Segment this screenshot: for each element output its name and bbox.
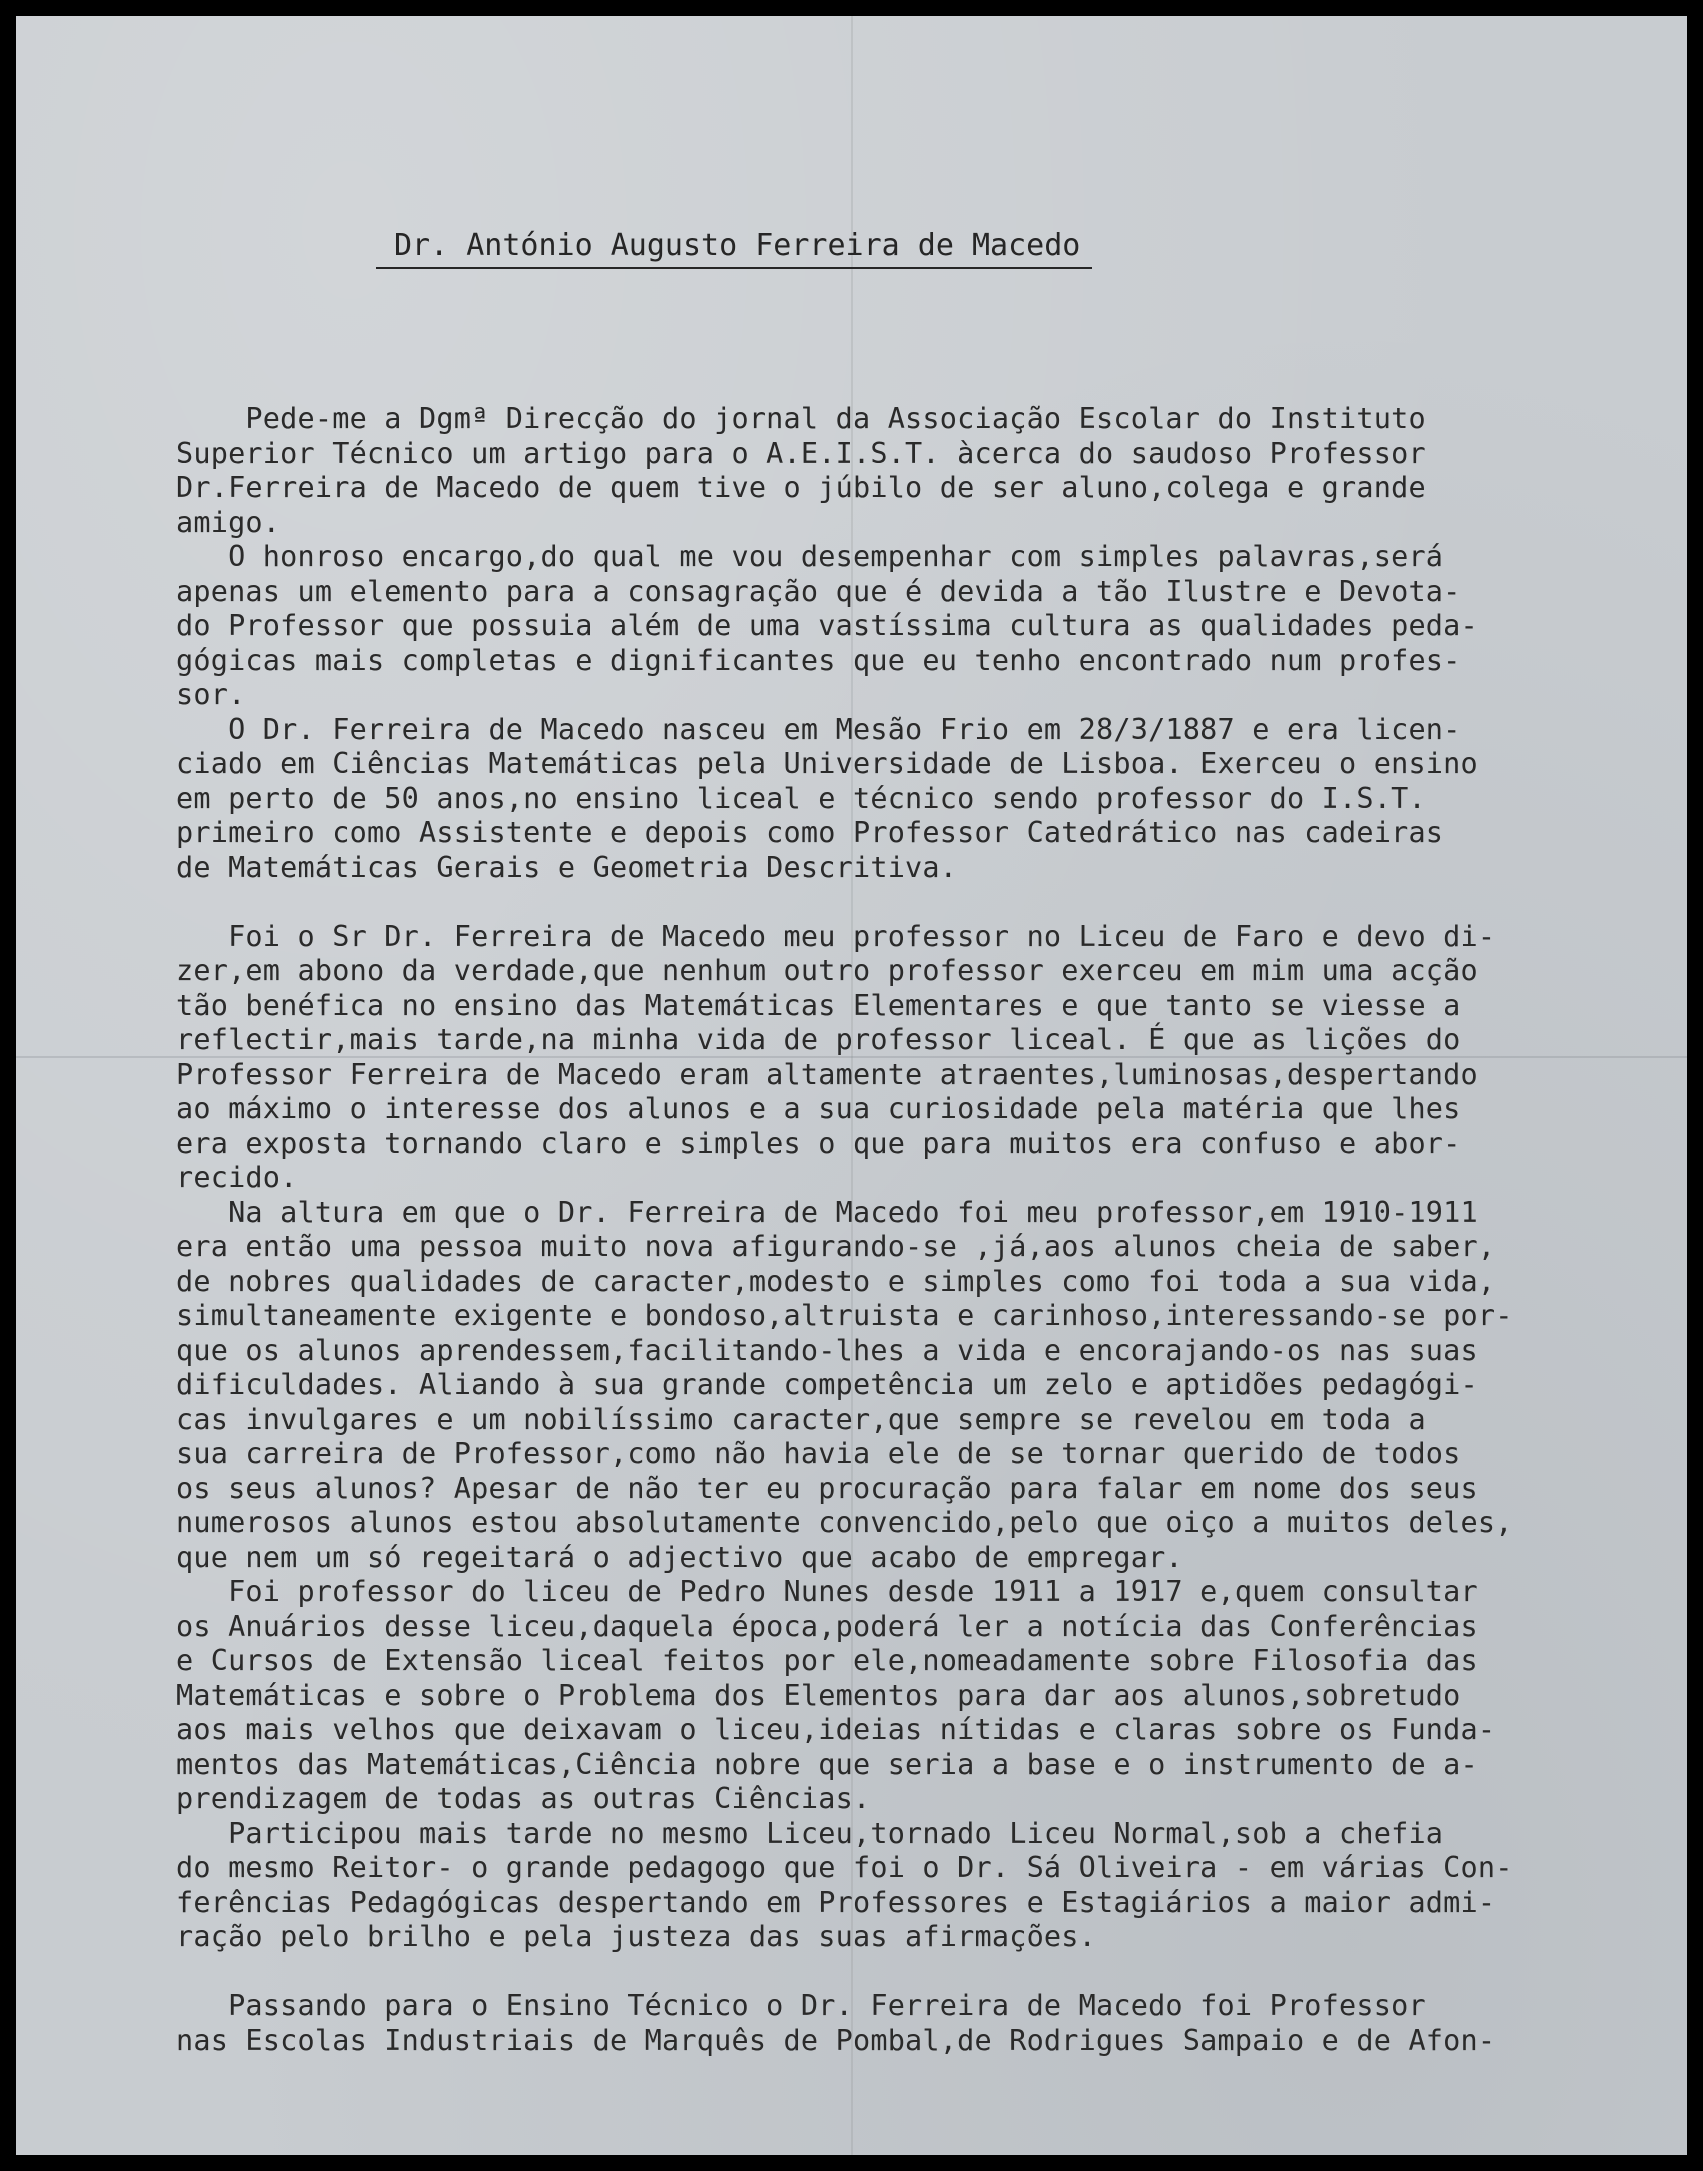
text-line: cas invulgares e um nobilíssimo caracter,que sempre se revelou em toda a [176, 1402, 1426, 1436]
letter-body [176, 402, 1687, 2058]
text-line: os Anuários desse liceu,daquela época,poderá ler a notícia das Conferências [176, 1609, 1478, 1643]
text-line: tão benéfica no ensino das Matemáticas Elementares e que tanto se viesse a [176, 988, 1461, 1022]
text-line: mentos das Matemáticas,Ciência nobre que seria a base e o instrumento de a- [176, 1747, 1478, 1781]
text-line: do mesmo Reitor- o grande pedagogo que foi o Dr. Sá Oliveira - em várias Con- [176, 1851, 1513, 1884]
text-line: Passando para o Ensino Técnico o Dr. Ferreira de Macedo foi Professor [176, 1989, 1426, 2022]
text-line: era exposta tornando claro e simples o que para muitos era confuso e abor- [176, 1126, 1461, 1160]
text-line: apenas um elemento para a consagração que é devida a tão Ilustre e Devota- [176, 574, 1461, 608]
text-line: amigo. [176, 505, 281, 539]
text-line: Superior Técnico um artigo para o A.E.I.S.T. àcerca do saudoso Professor [176, 436, 1426, 470]
text-line: era então uma pessoa muito nova afigurando-se ,já,aos alunos cheia de saber, [176, 1230, 1496, 1263]
text-line: do Professor que possuia além de uma vastíssima cultura as qualidades peda- [176, 609, 1478, 642]
text-line: Foi o Sr Dr. Ferreira de Macedo meu professor no Liceu de Faro e devo di- [176, 919, 1496, 953]
text-line: ração pelo brilho e pela justeza das suas afirmações. [176, 1920, 1096, 1953]
text-line: prendizagem de todas as outras Ciências. [176, 1782, 871, 1815]
text-line: zer,em abono da verdade,que nenhum outro professor exerceu em mim uma acção [176, 954, 1478, 987]
text-line: ferências Pedagógicas despertando em Professores e Estagiários a maior admi- [176, 1885, 1496, 1919]
text-line: Na altura em que o Dr. Ferreira de Macedo foi meu professor,em 1910-1911 [176, 1195, 1478, 1229]
paragraph-gap [176, 885, 1687, 920]
text-line: Matemáticas e sobre o Problema dos Elementos para dar aos alunos,sobretudo [176, 1678, 1461, 1712]
text-line: nas Escolas Industriais de Marquês de Pombal,de Rodrigues Sampaio e de Afon- [176, 2023, 1496, 2057]
page-title: Dr. António Augusto Ferreira de Macedo [376, 228, 1092, 269]
text-line: sua carreira de Professor,como não havia ele de se tornar querido de todos [176, 1437, 1461, 1470]
text-line: que os alunos aprendessem,facilitando-lhes a vida e encorajando-os nas suas [176, 1333, 1478, 1367]
text-line: numerosos alunos estou absolutamente convencido,pelo que oiço a muitos deles, [176, 1506, 1513, 1539]
text-line: de Matemáticas Gerais e Geometria Descritiva. [176, 850, 958, 884]
text-line: aos mais velhos que deixavam o liceu,ideias nítidas e claras sobre os Funda- [176, 1713, 1496, 1746]
text-line: que nem um só regeitará o adjectivo que acabo de empregar. [176, 1540, 1183, 1574]
text-line: de nobres qualidades de caracter,modesto e simples como foi toda a sua vida, [176, 1264, 1496, 1298]
text-line: ao máximo o interesse dos alunos e a sua curiosidade pela matéria que lhes [176, 1092, 1461, 1125]
text-line: sor. [176, 678, 246, 711]
text-line: gógicas mais completas e dignificantes que eu tenho encontrado num profes- [176, 643, 1461, 677]
text-line: ciado em Ciências Matemáticas pela Universidade de Lisboa. Exerceu o ensino [176, 747, 1478, 780]
text-line: os seus alunos? Apesar de não ter eu procuração para falar em nome dos seus [176, 1471, 1478, 1505]
text-line: Foi professor do liceu de Pedro Nunes desde 1911 a 1917 e,quem consultar [176, 1575, 1478, 1608]
text-line: em perto de 50 anos,no ensino liceal e técnico sendo professor do I.S.T. [176, 781, 1426, 815]
text-line: Dr.Ferreira de Macedo de quem tive o júbilo de ser aluno,colega e grande [176, 471, 1426, 504]
text-line: reflectir,mais tarde,na minha vida de professor liceal. É que as lições do [176, 1023, 1461, 1056]
text-line: simultaneamente exigente e bondoso,altruista e carinhoso,interessando-se por- [176, 1299, 1513, 1332]
text-line: recido. [176, 1161, 298, 1194]
text-line: Professor Ferreira de Macedo eram altamente atraentes,luminosas,despertando [176, 1057, 1478, 1091]
text-line: dificuldades. Aliando à sua grande competência um zelo e aptidões pedagógi- [176, 1368, 1478, 1401]
text-line: primeiro como Assistente e depois como Professor Catedrático nas cadeiras [176, 816, 1444, 849]
text-line: Pede-me a Dgmª Direcção do jornal da Associação Escolar do Instituto [176, 402, 1426, 435]
text-line: e Cursos de Extensão liceal feitos por ele,nomeadamente sobre Filosofia das [176, 1644, 1478, 1677]
text-line: O honroso encargo,do qual me vou desempenhar com simples palavras,será [176, 540, 1444, 573]
document-page [16, 16, 1687, 2155]
text-line: Participou mais tarde no mesmo Liceu,tornado Liceu Normal,sob a chefia [176, 1816, 1444, 1850]
paragraph-gap [176, 1955, 1687, 1990]
text-line: O Dr. Ferreira de Macedo nasceu em Mesão Frio em 28/3/1887 e era licen- [176, 712, 1461, 746]
